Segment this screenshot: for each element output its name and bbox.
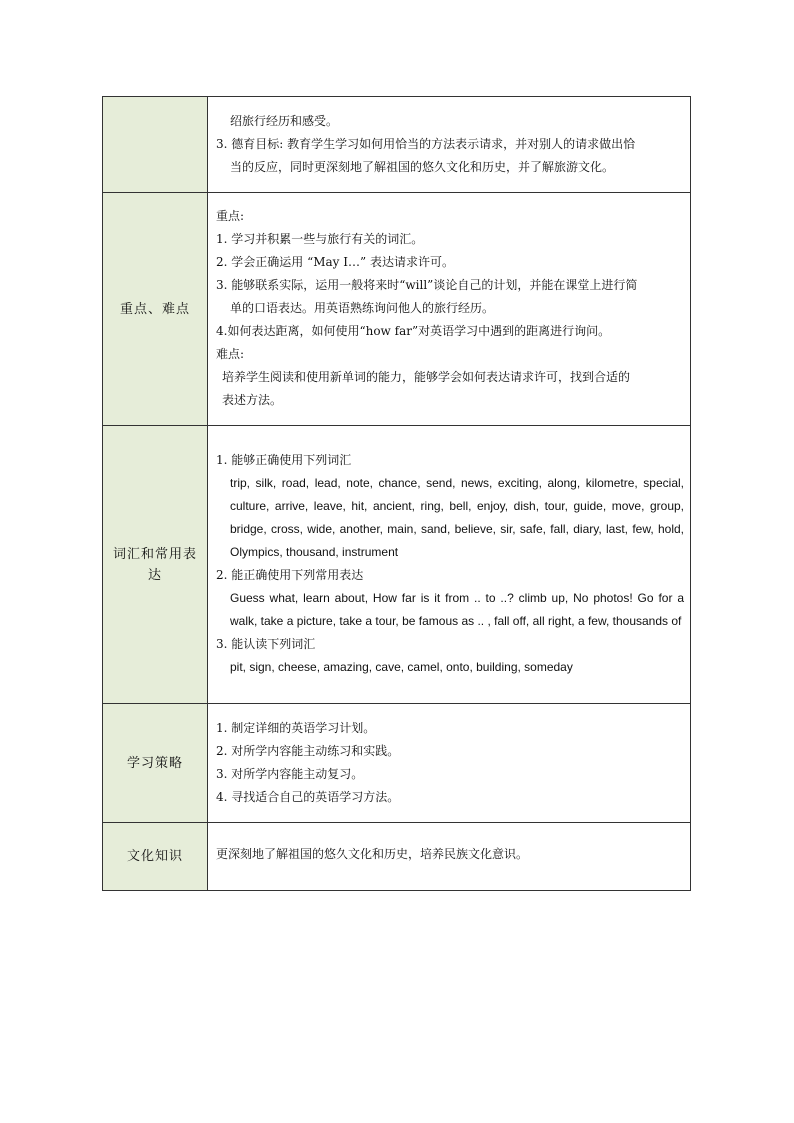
text-line: 绍旅行经历和感受。	[230, 113, 339, 128]
text-line: 当的反应，同时更深刻地了解祖国的悠久文化和历史，并了解旅游文化。	[230, 159, 615, 174]
text-line: 3. 能够联系实际，运用一般将来时“will”谈论自己的计划，并能在课堂上进行简	[216, 278, 638, 292]
text-line: 3. 能认读下列词汇	[216, 637, 316, 651]
row-label-empty	[103, 97, 208, 193]
text-line: 2. 能正确使用下列常用表达	[216, 568, 364, 582]
table-row	[103, 193, 691, 426]
text-line: 难点:	[216, 347, 245, 361]
text-line: 4.如何表达距离，如何使用“how far”对英语学习中遇到的距离进行询问。	[216, 324, 611, 338]
text-line: 3. 对所学内容能主动复习。	[216, 766, 364, 781]
text-line: 4. 寻找适合自己的英语学习方法。	[216, 789, 400, 804]
text-line: 表述方法。	[222, 393, 283, 407]
text-line: 1. 学习并积累一些与旅行有关的词汇。	[216, 232, 424, 246]
text-line: 2. 学会正确运用 “May I…” 表达请求许可。	[216, 255, 454, 269]
text-line: 单的口语表达。用英语熟练询问他人的旅行经历。	[230, 301, 495, 315]
lesson-plan-table	[102, 96, 691, 891]
row-label-key-points: 重点、难点	[103, 193, 208, 426]
text-line: 1. 制定详细的英语学习计划。	[216, 720, 376, 735]
expressions-list: Guess what, learn about, How far is it from .. to ..? climb up, No photos! Go for a walk, take a picture, take a tour, be famous as .. , fall off, all right, a few, thousands of	[230, 591, 684, 628]
row-label-learning-strategy: 学习策略	[103, 704, 208, 823]
text-line: 1. 能够正确使用下列词汇	[216, 453, 352, 467]
row-label-cultural-knowledge: 文化知识	[103, 823, 208, 891]
text-line: 3. 德育目标: 教育学生学习如何用恰当的方法表示请求，并对别人的请求做出恰	[216, 136, 636, 151]
table-row	[103, 97, 691, 193]
key-points-cell	[208, 193, 691, 426]
table-row	[103, 823, 691, 891]
objectives-cell	[208, 97, 691, 193]
text-line: 2. 对所学内容能主动练习和实践。	[216, 743, 400, 758]
text-line: 重点:	[216, 209, 245, 223]
row-label-vocabulary: 词汇和常用表达	[103, 426, 208, 704]
strategy-cell	[208, 704, 691, 823]
culture-cell	[208, 823, 691, 891]
vocabulary-cell	[208, 426, 691, 704]
recognition-word-list: pit, sign, cheese, amazing, cave, camel, onto, building, someday	[230, 660, 573, 674]
table-row	[103, 704, 691, 823]
text-line: 培养学生阅读和使用新单词的能力，能够学会如何表达请求许可，找到合适的	[222, 370, 631, 384]
table-row	[103, 426, 691, 704]
text-line: 更深刻地了解祖国的悠久文化和历史，培养民族文化意识。	[216, 847, 529, 861]
vocabulary-list: trip, silk, road, lead, note, chance, send, news, exciting, along, kilometre, special, culture, arrive, leave, hit, ancient, ring, bell, enjoy, dish, tour, guide, move, group, bridge, cross, wide, another, main, sand, believe, sir, safe, fall, diary, last, few, hold, Olympics, thousand, instrument	[230, 476, 684, 559]
